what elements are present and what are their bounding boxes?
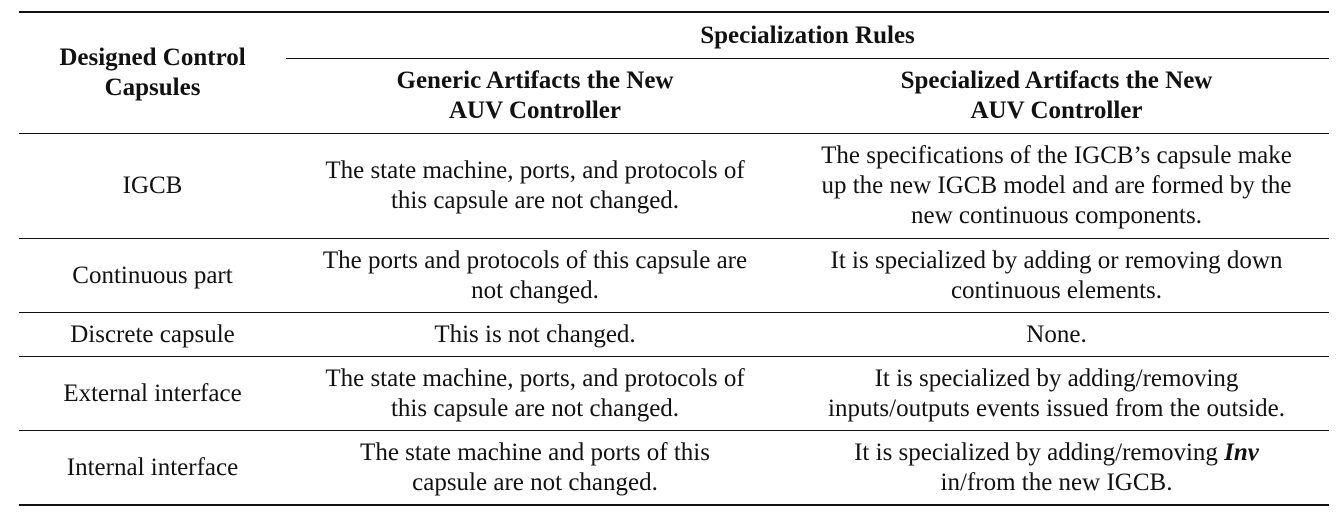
header-generic-artifacts (286, 59, 784, 134)
capsule-cell: Internal interface (19, 431, 286, 506)
table-row (19, 431, 1329, 506)
cell-line: The state machine and ports of this (360, 438, 710, 466)
generic-cell (286, 239, 784, 313)
cell-line: not changed. (471, 276, 599, 304)
cell-line: This is not changed. (434, 320, 636, 348)
capsule-cell: Continuous part (19, 239, 286, 313)
header-col3-line2: AUV Controller (970, 97, 1143, 124)
specialized-cell (784, 357, 1329, 431)
generic-cell (286, 357, 784, 431)
cell-line: The ports and protocols of this capsule are (322, 246, 748, 274)
cell-line: this capsule are not changed. (390, 187, 680, 214)
cell-line: in/from the new IGCB. (940, 468, 1173, 496)
cell-line: this capsule are not changed. (390, 394, 680, 422)
header-col1-line1: Designed Control (59, 44, 246, 71)
cell-line: The state machine, ports, and protocols of (325, 364, 745, 392)
header-specialized-artifacts (784, 59, 1329, 134)
table-row (19, 134, 1329, 239)
header-designed-control-capsules (19, 12, 286, 134)
cell-line: inputs/outputs events issued from the outside. (828, 394, 1285, 422)
cell-line: The specifications of the IGCB’s capsule make (821, 142, 1292, 169)
header-col2-line2: AUV Controller (449, 97, 621, 124)
generic-cell (286, 134, 784, 239)
cell-line: The state machine, ports, and protocols of (325, 157, 745, 184)
specialized-cell (784, 134, 1329, 239)
header-col2-line1: Generic Artifacts the New (396, 67, 674, 94)
specialized-cell (784, 313, 1329, 357)
cell-line: continuous elements. (950, 276, 1163, 304)
table-row (19, 239, 1329, 313)
cell-line: It is specialized by adding or removing down (830, 246, 1283, 274)
table-row (19, 357, 1329, 431)
header-col3-line1: Specialized Artifacts the New (900, 67, 1213, 94)
cell-line: capsule are not changed. (412, 468, 658, 496)
header-specialization-rules: Specialization Rules (286, 12, 1329, 59)
inv-emphasis: Inv (1224, 438, 1259, 466)
generic-cell (286, 313, 784, 357)
cell-line: It is specialized by adding/removing (874, 364, 1239, 392)
cell-line (790, 438, 1323, 468)
cell-line: new continuous components. (911, 202, 1202, 229)
cell-line: up the new IGCB model and are formed by the (821, 172, 1292, 199)
capsule-cell: Discrete capsule (19, 313, 286, 357)
table-row (19, 313, 1329, 357)
cell-text: It is specialized by adding/removing (854, 438, 1225, 466)
generic-cell (286, 431, 784, 506)
header-col1-line2: Capsules (104, 74, 201, 101)
specialization-rules-table (19, 11, 1329, 506)
capsule-cell: IGCB (19, 134, 286, 239)
capsule-cell: External interface (19, 357, 286, 431)
specialized-cell (784, 239, 1329, 313)
cell-line: None. (1026, 320, 1087, 348)
specialized-cell (784, 431, 1329, 506)
